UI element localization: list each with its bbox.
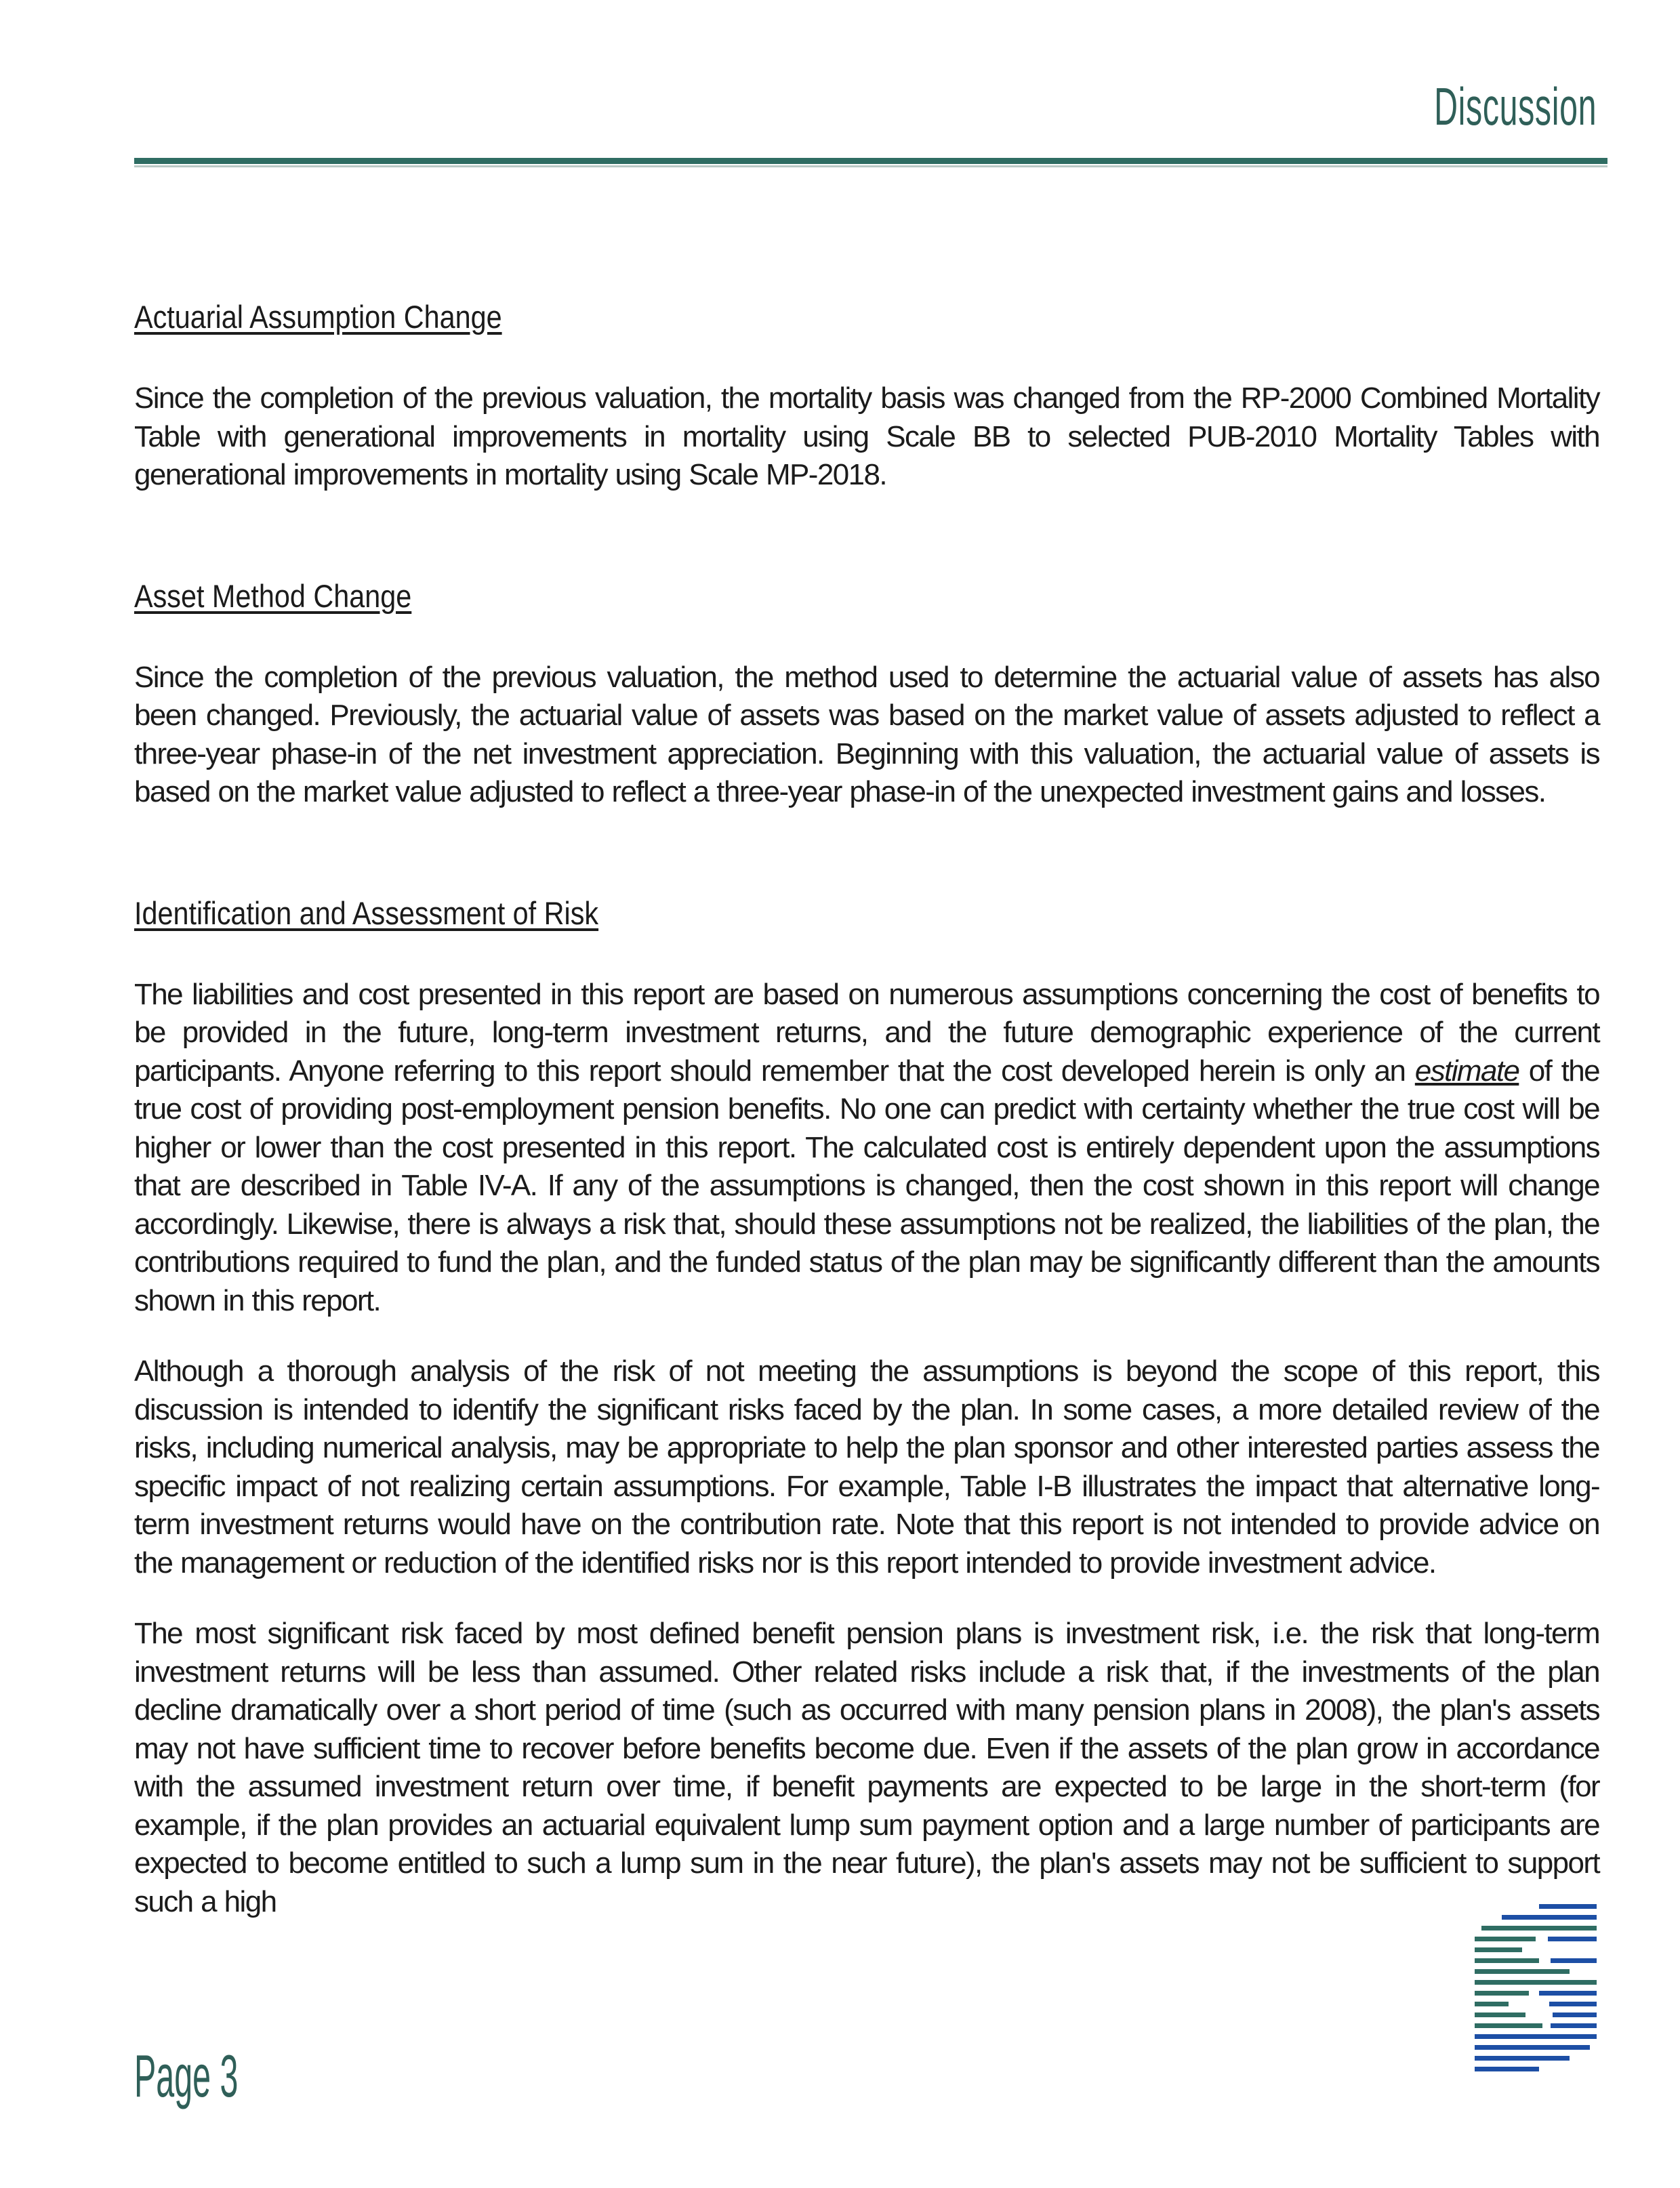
paragraph xyxy=(134,976,1599,1321)
page-number: Page 3 xyxy=(134,2042,239,2109)
document-body xyxy=(134,297,1599,1921)
striped-s-logo-icon xyxy=(1475,1904,1598,2086)
paragraph: The most significant risk faced by most defined benefit pension plans is investment risk, i.e. the risk that long-term investment returns will be less than assumed. Other related risks include a risk that, if the investments of the plan decline dramatically over a short period of time (such as occurred with many pension plans in 2008), the plan's assets may not have sufficient time to recover before benefits become due. Even if the assets of the plan grow in accordance with the assumed investment return over time, if benefit payments are expected to be large in the short-term (for example, if the plan provides an actuarial equivalent lump sum payment option and a large number of participants are expected to become entitled to such a lump sum in the near future), the plan's assets may not be sufficient to support such a high xyxy=(134,1617,1599,1918)
page-header-title: Discussion xyxy=(1433,77,1597,136)
section-asset-method-change xyxy=(134,576,1599,812)
header-rule-shadow xyxy=(134,165,1607,167)
section-heading: Actuarial Assumption Change xyxy=(134,299,502,335)
section-identification-of-risk xyxy=(134,893,1599,1922)
section-heading: Asset Method Change xyxy=(134,577,412,614)
paragraph: Since the completion of the previous valuation, the mortality basis was changed from the RP-2000 Combined Mortality Table with generational improvements in mortality using Scale BB to selected PUB-2010 Mortality Tables with generational improvements in mortality using Scale MP-2018. xyxy=(134,381,1599,491)
section-actuarial-assumption-change xyxy=(134,297,1599,495)
header-rule xyxy=(134,158,1607,164)
paragraph-text: The liabilities and cost presented in this report are based on numerous assumptions concerning the cost of benefits to be provided in the future, long-term investment returns, and the future demographic experience of the current participants. Anyone referring to this report should remember that the cost developed herein is only an xyxy=(134,977,1599,1088)
paragraph: Since the completion of the previous valuation, the method used to determine the actuarial value of assets has also been changed. Previously, the actuarial value of assets was based on the market value of assets adjusted to reflect a three-year phase-in of the net investment appreciation. Beginning with this valuation, the actuarial value of assets is based on the market value adjusted to reflect a three-year phase-in of the unexpected investment gains and losses. xyxy=(134,660,1599,808)
emphasis-estimate: estimate xyxy=(1414,1054,1519,1088)
paragraph-text: of the true cost of providing post-employment pension benefits. No one can predict with certainty whether the true cost will be higher or lower than the cost presented in this report. The calculated cost is entirely dependent upon the assumptions that are described in Table IV-A. If any of the assumptions is changed, then the cost shown in this report will change accordingly. Likewise, there is always a risk that, should these assumptions not be realized, the liabilities of the plan, the contributions required to fund the plan, and the funded status of the plan may be significantly different than the amounts shown in this report. xyxy=(134,1054,1599,1317)
paragraph: Although a thorough analysis of the risk of not meeting the assumptions is beyond the scope of this report, this discussion is intended to identify the significant risks faced by the plan. In some cases, a more detailed review of the risks, including numerical analysis, may be appropriate to help the plan sponsor and other interested parties assess the specific impact of not realizing certain assumptions. For example, Table I-B illustrates the impact that alternative long-term investment returns would have on the contribution rate. Note that this report is not intended to provide advice on the management or reduction of the identified risks nor is this report intended to provide investment advice. xyxy=(134,1355,1599,1580)
section-heading: Identification and Assessment of Risk xyxy=(134,894,599,931)
